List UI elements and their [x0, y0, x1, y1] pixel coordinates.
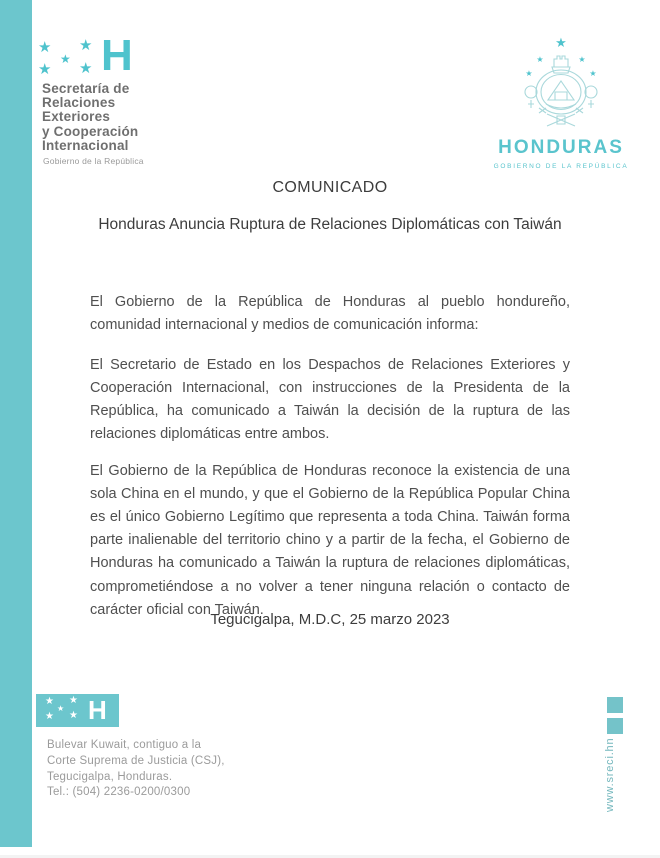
ministry-name-line: Relaciones [42, 95, 116, 111]
svg-text:★: ★ [578, 55, 586, 64]
honduras-wordmark: HONDURAS [498, 137, 624, 158]
svg-text:★: ★ [536, 55, 544, 64]
address-line: Tel.: (504) 2236-0200/0300 [47, 786, 191, 799]
h-monogram: H [101, 31, 133, 80]
flag-star-icon: ★ [38, 38, 52, 56]
ministry-name-line: y Cooperación [42, 123, 139, 139]
decorative-square [607, 718, 623, 734]
website-url: www.sreci.hn [604, 737, 616, 812]
footer-address [47, 738, 225, 801]
document-title: COMUNICADO [272, 179, 388, 196]
address-line: Tegucigalpa, Honduras. [47, 770, 173, 783]
honduras-coat-of-arms-icon [515, 34, 607, 130]
svg-text:★: ★ [555, 36, 567, 51]
left-accent-bar [0, 0, 32, 847]
flag-star-icon: ★ [79, 36, 93, 54]
address-line: Bulevar Kuwait, contiguo a la [47, 739, 202, 751]
flag-star-icon: ★ [79, 59, 93, 77]
gobierno-tagline: GOBIERNO DE LA REPÚBLICA [493, 163, 629, 170]
decorative-square [607, 697, 623, 713]
dateline: Tegucigalpa, M.D.C, 25 marzo 2023 [210, 611, 450, 628]
ministry-name [42, 82, 138, 153]
flag-star-icon: ★ [69, 695, 78, 706]
flag-star-icon: ★ [57, 704, 65, 713]
flag-star-icon: ★ [69, 710, 78, 721]
ministry-tagline: Gobierno de la República [43, 156, 144, 166]
h-monogram: H [88, 695, 107, 725]
ministry-name-line: Internacional [42, 137, 129, 153]
flag-star-icon: ★ [45, 696, 54, 707]
address-line: Corte Suprema de Justicia (CSJ), [47, 754, 225, 767]
paragraph-intro: El Gobierno de la República de Honduras al pueblo hondureño, comunidad internacional y medios de comunicación informa: [90, 293, 570, 333]
honduras-gov-logo [488, 34, 634, 170]
flag-star-icon: ★ [45, 711, 54, 722]
flag-star-icon: ★ [38, 60, 52, 78]
svg-text:★: ★ [525, 69, 533, 78]
paragraph-one-china: El Gobierno de la República de Honduras reconoce la existencia de una sola China en el mundo, y que el Gobierno de la República Popular China es el único Gobierno Legítimo que representa a toda China. Taiwán forma parte inalienable del territorio chino y a partir de la fecha, el Gobierno de Honduras ha comunicado a Taiwán la ruptura de relaciones diplomáticas, comprometiéndose a no volver a tener ninguna relación o contacto de carácter oficial con Taiwán. [90, 462, 570, 618]
footer-logo [36, 694, 119, 727]
ministry-name-line: Exteriores [42, 109, 111, 125]
flag-star-icon: ★ [60, 52, 71, 66]
paragraph-announcement: El Secretario de Estado en los Despachos de Relaciones Exteriores y Cooperación Internacional, con instrucciones de la Presidenta de la República, ha comunicado a Taiwán la decisión de la ruptura de las relaciones diplomáticas entre ambos. [90, 356, 570, 443]
ministry-name-line: Secretaría de [42, 81, 130, 96]
document-subtitle: Honduras Anuncia Ruptura de Relaciones Diplomáticas con Taiwán [98, 216, 562, 233]
svg-text:★: ★ [589, 69, 597, 78]
